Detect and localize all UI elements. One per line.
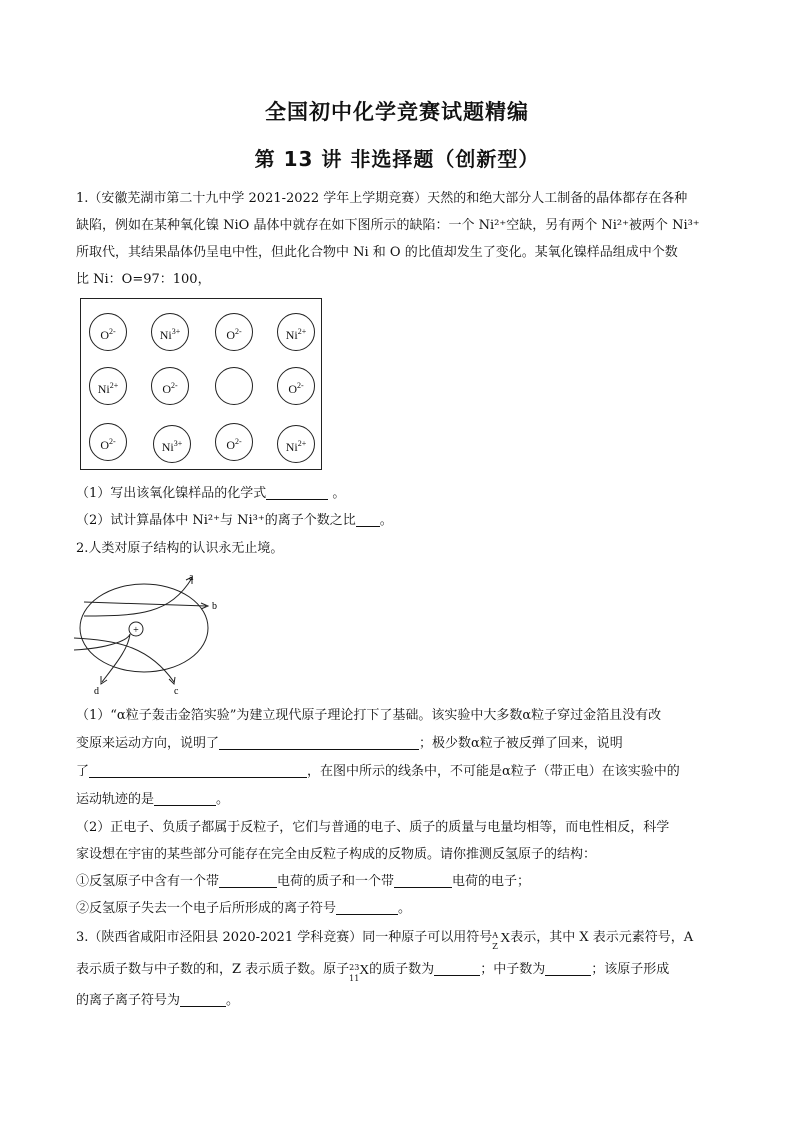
element-symbol: X xyxy=(359,963,370,978)
answer-blank[interactable] xyxy=(180,990,226,1007)
answer-blank[interactable] xyxy=(266,483,328,500)
ion-charge: 2- xyxy=(235,327,242,336)
label-a: a xyxy=(189,572,194,583)
ion-ni2-plus xyxy=(277,425,315,463)
ion-symbol: Ni xyxy=(161,440,174,454)
q1-sub2 xyxy=(76,508,726,534)
q3-text: ；该原子形成 xyxy=(591,962,670,977)
ion-charge: 2+ xyxy=(109,381,119,390)
q2-p1-text: ，在图中所示的线条中，不可能是α粒子（带正电）在该实验中的 xyxy=(307,764,680,779)
ion-o2-minus xyxy=(277,367,315,405)
q2-p1-line3 xyxy=(76,759,726,785)
q2-p2-text: ②反氢原子失去一个电子后所形成的离子符号 xyxy=(76,901,337,916)
q2-p1-text: 了 xyxy=(76,764,90,779)
q3-line1 xyxy=(76,925,726,951)
ion-o2-minus xyxy=(215,423,253,461)
page-title: 全国初中化学竞赛试题精编 xyxy=(265,100,529,124)
page-subtitle: 第 13 讲 非选择题（创新型） xyxy=(254,147,540,171)
q3-text: 的离子离子符号为 xyxy=(76,993,181,1008)
mass-number: A xyxy=(492,931,499,940)
answer-blank[interactable] xyxy=(219,733,419,750)
q3-text: 表示，其中 X 表示元素符号，A xyxy=(510,930,694,945)
q1-line2: 缺陷，例如在某种氧化镍 NiO 晶体中就存在如下图所示的缺陷：一个 Ni²⁺空缺，另有两个 Ni²⁺被两个 Ni³⁺ xyxy=(76,218,700,233)
element-symbol: X xyxy=(500,931,511,946)
q1-line4: 比 Ni：O=97：100， xyxy=(76,272,211,287)
ion-charge: 2- xyxy=(235,437,242,446)
q2-p1-line1: （1）“α粒子轰击金箔实验”为建立现代原子理论打下了基础。该实验中大多数α粒子穿过金箔且没有改 xyxy=(76,708,662,723)
crystal-lattice-figure xyxy=(80,298,322,470)
track-b xyxy=(84,602,206,606)
label-b: b xyxy=(212,601,217,612)
q1-line1: 1.（安徽芜湖市第二十九中学 2021-2022 学年上学期竞赛）天然的和绝大部分人工制备的晶体都存在各种 xyxy=(76,191,688,206)
q3-line2 xyxy=(76,957,726,983)
answer-blank[interactable] xyxy=(356,510,380,527)
ion-charge: 2+ xyxy=(297,439,307,448)
ion-symbol: Ni xyxy=(159,328,172,342)
q2-p2-text: ①反氢原子中含有一个带 xyxy=(76,874,220,889)
answer-blank[interactable] xyxy=(219,871,277,888)
q1-sub2-text: （2）试计算晶体中 Ni²⁺与 Ni³⁺的离子个数之比 xyxy=(76,513,356,528)
answer-blank[interactable] xyxy=(394,871,452,888)
atomic-number: Z xyxy=(492,942,498,951)
track-c xyxy=(74,638,174,682)
q2-p2-line3 xyxy=(76,869,726,895)
alpha-scattering-figure xyxy=(70,568,230,698)
mass-number: 23 xyxy=(349,963,360,972)
ion-ni2-plus xyxy=(277,313,315,351)
q3-text: ；中子数为 xyxy=(480,962,546,977)
ion-ni3-plus xyxy=(151,313,189,351)
ion-symbol: Ni xyxy=(97,382,110,396)
isotope-symbol-na xyxy=(349,959,370,983)
q2-p1-text: 变原来运动方向，说明了 xyxy=(76,736,220,751)
q2-p2-line2: 家设想在宇宙的某些部分可能存在完全由反粒子构成的反物质。请你推测反氢原子的结构： xyxy=(76,847,597,862)
q2-intro: 2.人类对原子结构的认识永无止境。 xyxy=(76,541,284,556)
q2-p1-text: 。 xyxy=(216,792,230,807)
q2-p2-text: 电荷的质子和一个带 xyxy=(277,874,395,889)
ion-charge: 2- xyxy=(109,437,116,446)
ion-charge: 3+ xyxy=(173,439,183,448)
ion-charge: 2+ xyxy=(297,327,307,336)
q2-p1-text: ；极少数α粒子被反弹了回来，说明 xyxy=(419,736,623,751)
q1-sub1 xyxy=(76,481,726,507)
q2-p2-text: 电荷的电子； xyxy=(452,874,531,889)
q1-sub1-text: （1）写出该氧化镍样品的化学式 xyxy=(76,486,267,501)
answer-blank[interactable] xyxy=(154,789,216,806)
atom-outline xyxy=(80,584,208,672)
ion-vacancy xyxy=(215,367,253,405)
ion-charge: 2- xyxy=(297,381,304,390)
q3-text: 表示质子数与中子数的和，Z 表示质子数。原子 xyxy=(76,962,350,977)
arrow-c-icon xyxy=(169,677,175,684)
q2-p2-line1: （2）正电子、负质子都属于反粒子，它们与普通的电子、质子的质量与电量均相等，而电性相反，科学 xyxy=(76,820,670,835)
q1-sub2-end: 。 xyxy=(379,513,393,528)
ion-o2-minus xyxy=(215,313,253,351)
q2-p1-line4 xyxy=(76,787,726,813)
q1-line3: 所取代，其结果晶体仍呈电中性，但此化合物中 Ni 和 O 的比值却发生了变化。某氧化镍样品组成中个数 xyxy=(76,245,678,260)
ion-symbol: O xyxy=(288,382,297,396)
ion-symbol: Ni xyxy=(285,440,298,454)
ion-o2-minus xyxy=(151,367,189,405)
label-c: c xyxy=(174,686,179,697)
ion-o2-minus xyxy=(89,423,127,461)
answer-blank[interactable] xyxy=(89,761,307,778)
ion-symbol: O xyxy=(226,438,235,452)
ion-symbol: O xyxy=(162,382,171,396)
ion-symbol: O xyxy=(100,438,109,452)
answer-blank[interactable] xyxy=(434,959,480,976)
q2-p2-text: 。 xyxy=(398,901,412,916)
q2-p1-text: 运动轨迹的是 xyxy=(76,792,155,807)
ion-o2-minus xyxy=(89,313,127,351)
answer-blank[interactable] xyxy=(545,959,591,976)
q1-sub1-end: 。 xyxy=(328,486,346,501)
ion-symbol: Ni xyxy=(285,328,298,342)
nucleus-label: + xyxy=(133,625,139,636)
q3-text: 。 xyxy=(226,993,240,1008)
ion-ni3-plus xyxy=(153,425,191,463)
q3-text: 3.（陕西省咸阳市泾阳县 2020-2021 学科竞赛）同一种原子可以用符号 xyxy=(76,930,493,945)
ion-charge: 2- xyxy=(109,327,116,336)
answer-blank[interactable] xyxy=(336,898,398,915)
q2-p2-line4 xyxy=(76,896,726,922)
q3-text: 的质子数为 xyxy=(369,962,435,977)
atomic-number: 11 xyxy=(349,974,360,983)
q2-p1-line2 xyxy=(76,731,726,757)
ion-charge: 3+ xyxy=(171,327,181,336)
ion-symbol: O xyxy=(226,328,235,342)
ion-charge: 2- xyxy=(171,381,178,390)
ion-symbol: O xyxy=(100,328,109,342)
ion-ni2-plus xyxy=(89,367,127,405)
label-d: d xyxy=(94,686,99,697)
isotope-symbol-general xyxy=(492,927,511,951)
q3-line3 xyxy=(76,988,726,1014)
